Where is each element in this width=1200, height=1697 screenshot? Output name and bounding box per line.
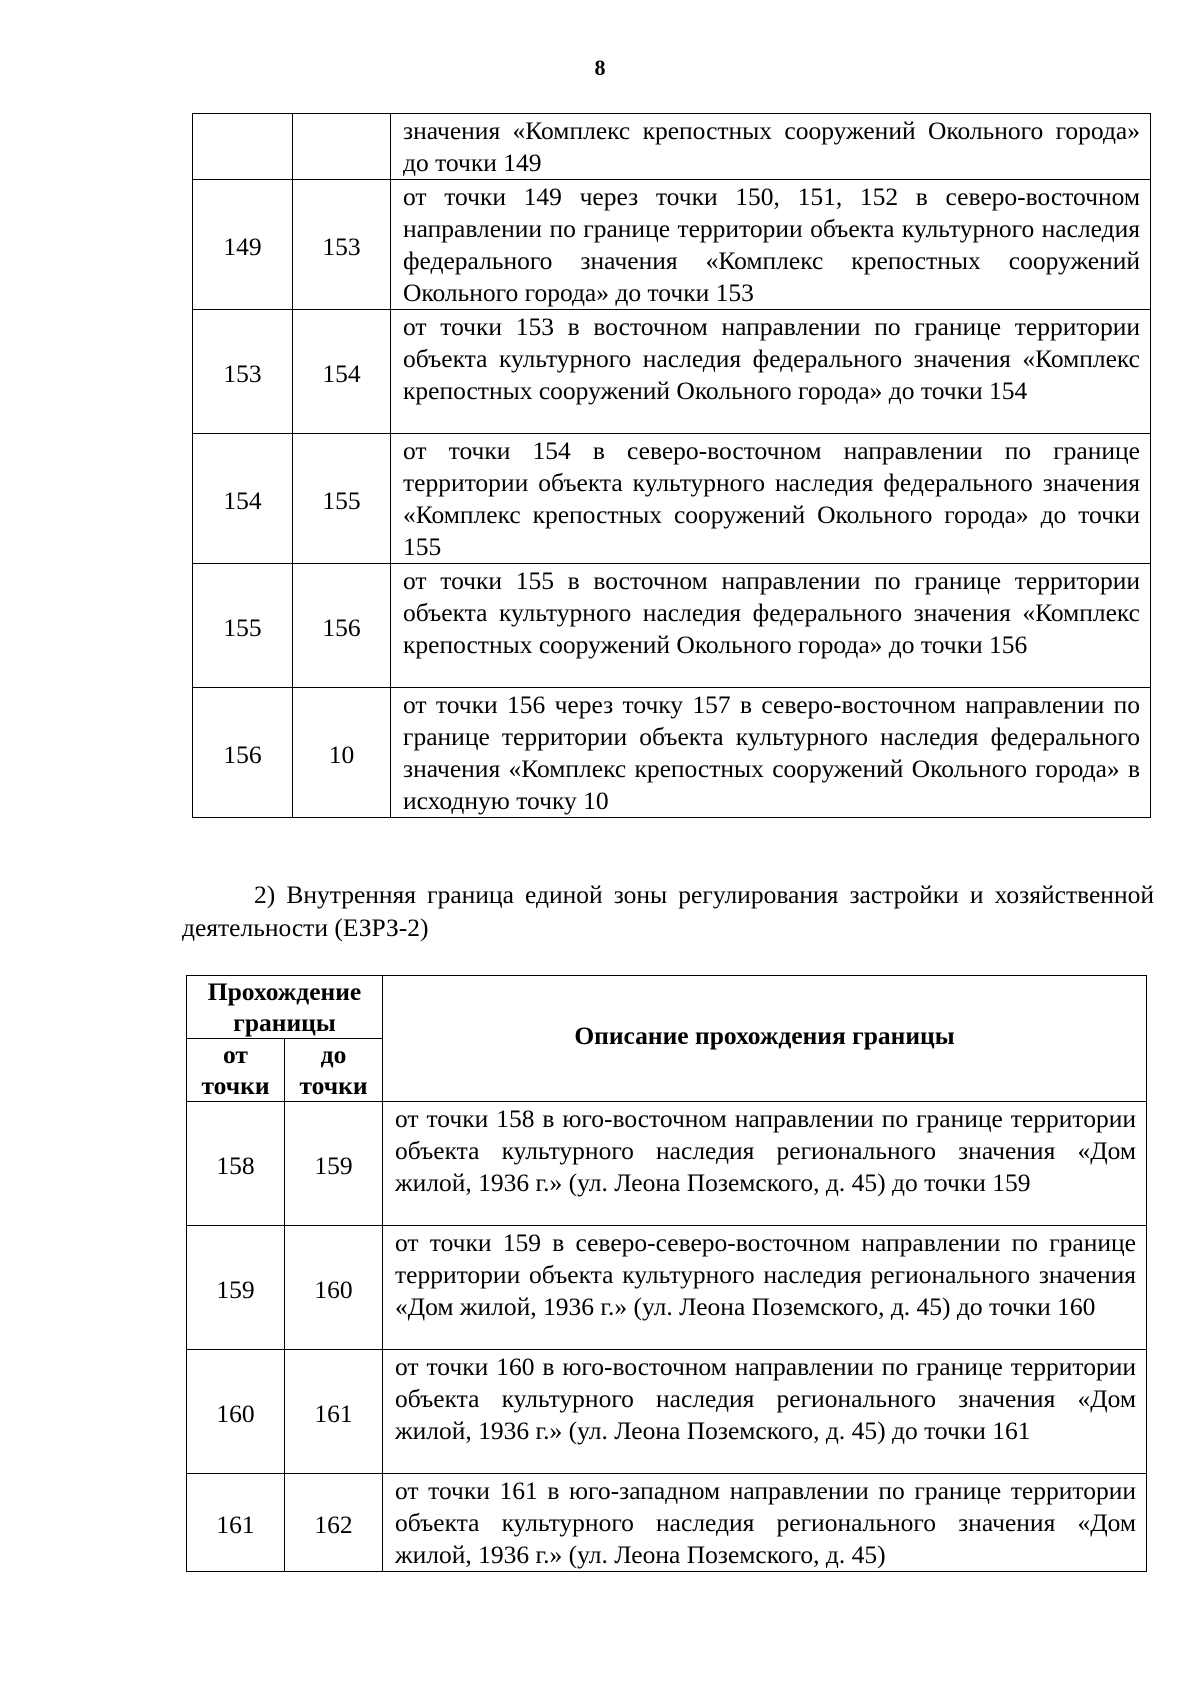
to-point-cell: 155: [293, 434, 391, 564]
header-boundary-passage: Прохождение границы: [187, 976, 383, 1039]
to-point-cell: [293, 114, 391, 180]
boundary-table-continued: [192, 113, 1151, 818]
from-point-cell: 158: [187, 1102, 285, 1226]
description-cell: от точки 156 через точку 157 в северо-восточном направлении по границе территории объекта культурного наследия федерального значения «Комплекс крепостных сооружений Окольного города» в исходную точку 10: [391, 688, 1151, 818]
header-description: Описание прохождения границы: [383, 976, 1147, 1102]
header-to-point: до точки: [285, 1039, 383, 1102]
from-point-cell: 153: [193, 310, 293, 434]
to-point-cell: 154: [293, 310, 391, 434]
from-point-cell: [193, 114, 293, 180]
from-point-cell: 156: [193, 688, 293, 818]
table-row: [193, 564, 1151, 688]
table-row: [193, 434, 1151, 564]
from-point-cell: 149: [193, 180, 293, 310]
table-row: [187, 1226, 1147, 1350]
header-from-point: от точки: [187, 1039, 285, 1102]
inner-boundary-table: [186, 975, 1147, 1572]
to-point-cell: 162: [285, 1474, 383, 1572]
from-point-cell: 159: [187, 1226, 285, 1350]
to-point-cell: 156: [293, 564, 391, 688]
table-row: [193, 114, 1151, 180]
section-heading: 2) Внутренняя граница единой зоны регулирования застройки и хозяйственной деятельности (ЕЗРЗ-2): [182, 880, 1154, 942]
from-point-cell: 154: [193, 434, 293, 564]
description-cell: от точки 155 в восточном направлении по границе территории объекта культурного наследия федерального значения «Комплекс крепостных сооружений Окольного города» до точки 156: [391, 564, 1151, 688]
to-point-cell: 10: [293, 688, 391, 818]
to-point-cell: 159: [285, 1102, 383, 1226]
description-cell: от точки 161 в юго-западном направлении по границе территории объекта культурного наследия регионального значения «Дом жилой, 1936 г.» (ул. Леона Поземского, д. 45): [383, 1474, 1147, 1572]
from-point-cell: 161: [187, 1474, 285, 1572]
description-cell: от точки 160 в юго-восточном направлении по границе территории объекта культурного наследия регионального значения «Дом жилой, 1936 г.» (ул. Леона Поземского, д. 45) до точки 161: [383, 1350, 1147, 1474]
to-point-cell: 161: [285, 1350, 383, 1474]
description-cell: от точки 158 в юго-восточном направлении по границе территории объекта культурного наследия регионального значения «Дом жилой, 1936 г.» (ул. Леона Поземского, д. 45) до точки 159: [383, 1102, 1147, 1226]
from-point-cell: 155: [193, 564, 293, 688]
table-row: [193, 688, 1151, 818]
table-row: [187, 1102, 1147, 1226]
description-cell: от точки 159 в северо-северо-восточном направлении по границе территории объекта культурного наследия регионального значения «Дом жилой, 1936 г.» (ул. Леона Поземского, д. 45) до точки 160: [383, 1226, 1147, 1350]
description-cell: от точки 153 в восточном направлении по границе территории объекта культурного наследия федерального значения «Комплекс крепостных сооружений Окольного города» до точки 154: [391, 310, 1151, 434]
description-cell: от точки 149 через точки 150, 151, 152 в северо-восточном направлении по границе территории объекта культурного наследия федерального значения «Комплекс крепостных сооружений Окольного города» до точки 153: [391, 180, 1151, 310]
table-row: [193, 180, 1151, 310]
table-row: [187, 1350, 1147, 1474]
page-number: 8: [594, 55, 606, 80]
from-point-cell: 160: [187, 1350, 285, 1474]
to-point-cell: 160: [285, 1226, 383, 1350]
description-cell: значения «Комплекс крепостных сооружений Окольного города» до точки 149: [391, 114, 1151, 180]
table-row: [193, 310, 1151, 434]
table-row: [187, 1474, 1147, 1572]
description-cell: от точки 154 в северо-восточном направлении по границе территории объекта культурного наследия федерального значения «Комплекс крепостных сооружений Окольного города» до точки 155: [391, 434, 1151, 564]
to-point-cell: 153: [293, 180, 391, 310]
